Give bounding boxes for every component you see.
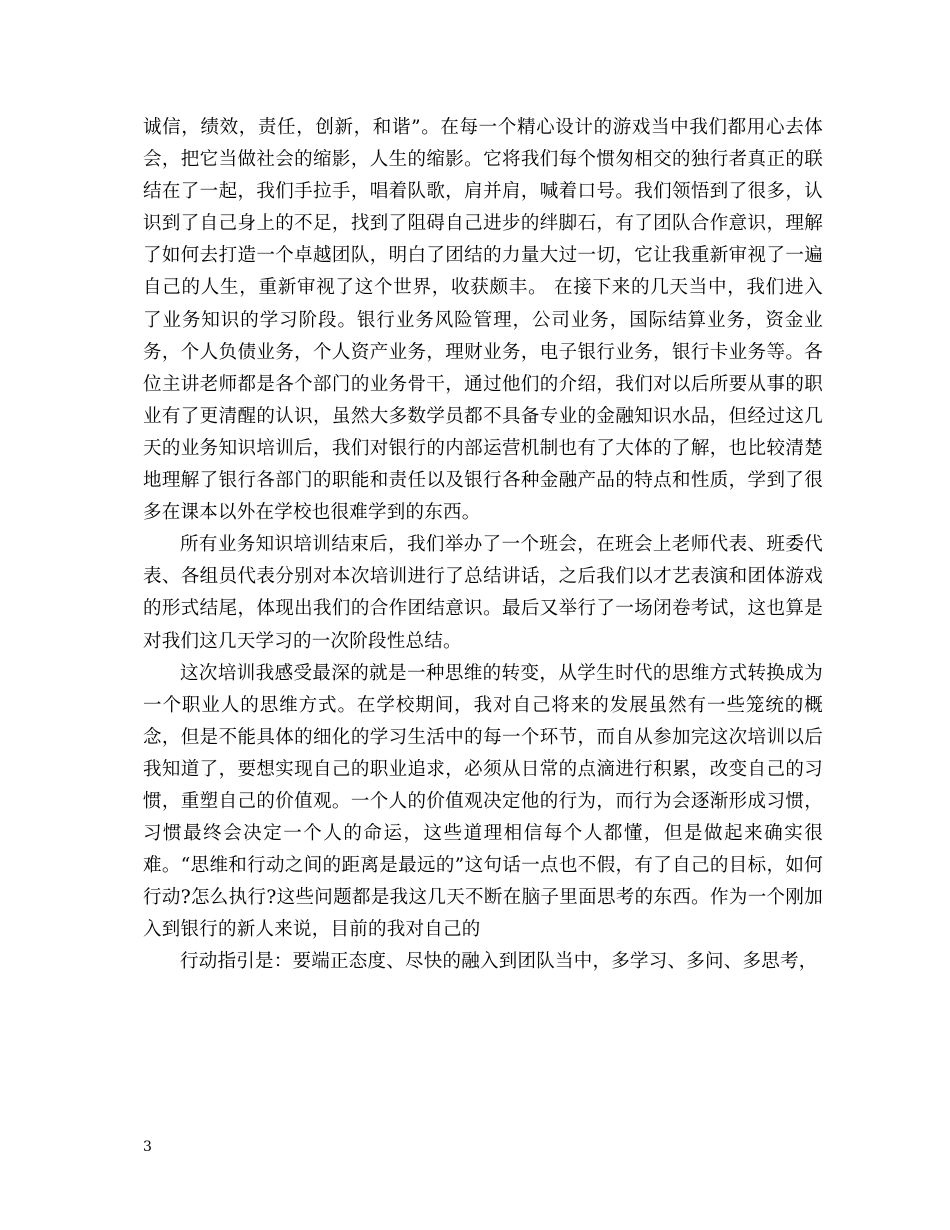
- paragraph-3: 这次培训我感受最深的就是一种思维的转变，从学生时代的思维方式转换成为一个职业人的思维方式。在学校期间，我对自己将来的发展虽然有一些笼统的概念，但是不能具体的细化的学习生活中的每一个环节，而自从参加完这次培训以后我知道了，要想实现自己的职业追求，必须从日常的点滴进行积累，改变自己的习惯，重塑自己的价值观。一个人的价值观决定他的行为，而行为会逐渐形成习惯，习惯最终会决定一个人的命运，这些道理相信每个人都懂，但是做起来确实很难。“思维和行动之间的距离是最远的”这句话一点也不假，有了自己的目标，如何行动?怎么执行?这些问题都是我这几天不断在脑子里面思考的东西。作为一个刚加入到银行的新人来说，目前的我对自己的: [143, 662, 823, 941]
- paragraph-4: 行动指引是：要端正态度、尽快的融入到团队当中，多学习、多问、多思考，: [180, 951, 818, 973]
- page-number: 3: [143, 1139, 152, 1155]
- paragraph-2: 所有业务知识培训结束后，我们举办了一个班会，在班会上老师代表、班委代表、各组员代表分别对本次培训进行了总结讲话，之后我们以才艺表演和团体游戏的形式结尾，体现出我们的合作团结意识。最后又举行了一场闭卷考试，这也算是对我们这几天学习的一次阶段性总结。: [143, 534, 823, 652]
- body-text: [143, 112, 823, 979]
- paragraph-1: 诚信，绩效，责任，创新，和谐”。在每一个精心设计的游戏当中我们都用心去体会，把它当做社会的缩影，人生的缩影。它将我们每个惯匆相交的独行者真正的联结在了一起，我们手拉手，唱着队歌，肩并肩，喊着口号。我们领悟到了很多，认识到了自己身上的不足，找到了阻碍自己进步的绊脚石，有了团队合作意识，理解了如何去打造一个卓越团队，明白了团结的力量大过一切，它让我重新审视了一遍自己的人生，重新审视了这个世界，收获颇丰。 在接下来的几天当中，我们进入了业务知识的学习阶段。银行业务风险管理，公司业务，国际结算业务，资金业务，个人负债业务，个人资产业务，理财业务，电子银行业务，银行卡业务等。各位主讲老师都是各个部门的业务骨干，通过他们的介绍，我们对以后所要从事的职业有了更清醒的认识，虽然大多数学员都不具备专业的金融知识水品，但经过这几天的业务知识培训后，我们对银行的内部运营机制也有了大体的了解，也比较清楚地理解了银行各部门的职能和责任以及银行各种金融产品的特点和性质，学到了很多在课本以外在学校也很难学到的东西。: [143, 117, 823, 524]
